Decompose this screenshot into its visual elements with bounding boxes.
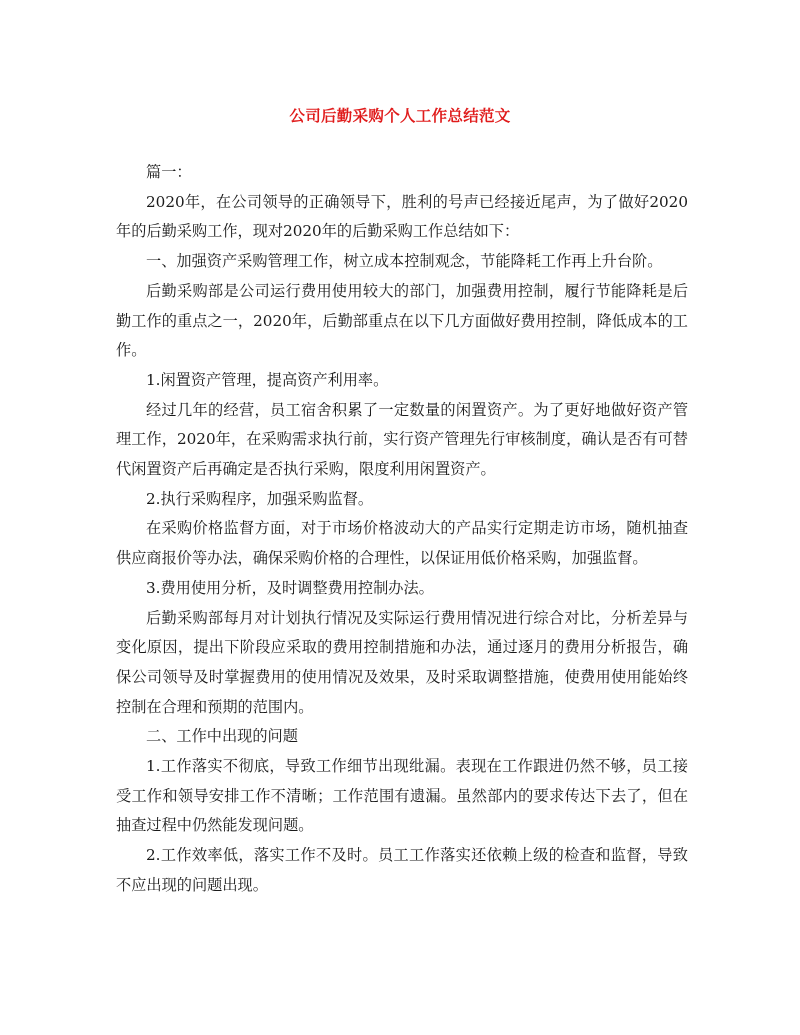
heading-section-one: 一、加强资产采购管理工作，树立成本控制观念，节能降耗工作再上升台阶。 — [146, 252, 663, 271]
paragraph: 后勤采购部是公司运行费用使用较大的部门，加强费用控制，履行节能降耗是后勤工作的重点之一，2020年，后勤部重点在以下几方面做好费用控制，降低成本的工作。 — [116, 281, 688, 360]
paragraph-problem-2: 2.工作效率低，落实工作不及时。员工工作落实还依赖上级的检查和监督，导致不应出现的问题出现。 — [116, 846, 688, 894]
subheading-item-1: 1.闲置资产管理，提高资产利用率。 — [146, 370, 389, 389]
subheading-item-3: 3.费用使用分析，及时调整费用控制办法。 — [146, 578, 434, 597]
document-title: 公司后勤采购个人工作总结范文 — [289, 106, 511, 125]
paragraph: 后勤采购部每月对计划执行情况及实际运行费用情况进行综合对比，分析差异与变化原因，提出下阶段应采取的费用控制措施和办法，通过逐月的费用分析报告，确保公司领导及时掌握费用的使用情况及效果，及时采取调整措施，使费用使用能始终控制在合理和预期的范围内。 — [116, 608, 688, 716]
paragraph-section-label: 篇一： — [146, 163, 192, 181]
heading-section-two: 二、工作中出现的问题 — [146, 727, 298, 746]
paragraph: 经过几年的经营，员工宿舍积累了一定数量的闲置资产。为了更好地做好资产管理工作，2020年，在采购需求执行前，实行资产管理先行审核制度，确认是否有可替代闲置资产后再确定是否执行采购，限度利用闲置资产。 — [116, 400, 688, 479]
subheading-item-2: 2.执行采购程序，加强采购监督。 — [146, 489, 374, 508]
document-body — [116, 158, 688, 901]
paragraph-intro: 2020年，在公司领导的正确领导下，胜利的号声已经接近尾声，为了做好2020年的后勤采购工作，现对2020年的后勤采购工作总结如下： — [116, 192, 688, 241]
paragraph-problem-1: 1.工作落实不彻底，导致工作细节出现纰漏。表现在工作跟进仍然不够，员工接受工作和领导安排工作不清晰；工作范围有遗漏。虽然部内的要求传达下去了，但在抽查过程中仍然能发现问题。 — [116, 757, 688, 835]
paragraph: 在采购价格监督方面，对于市场价格波动大的产品实行定期走访市场，随机抽查供应商报价等办法，确保采购价格的合理性，以保证用低价格采购，加强监督。 — [116, 519, 688, 568]
